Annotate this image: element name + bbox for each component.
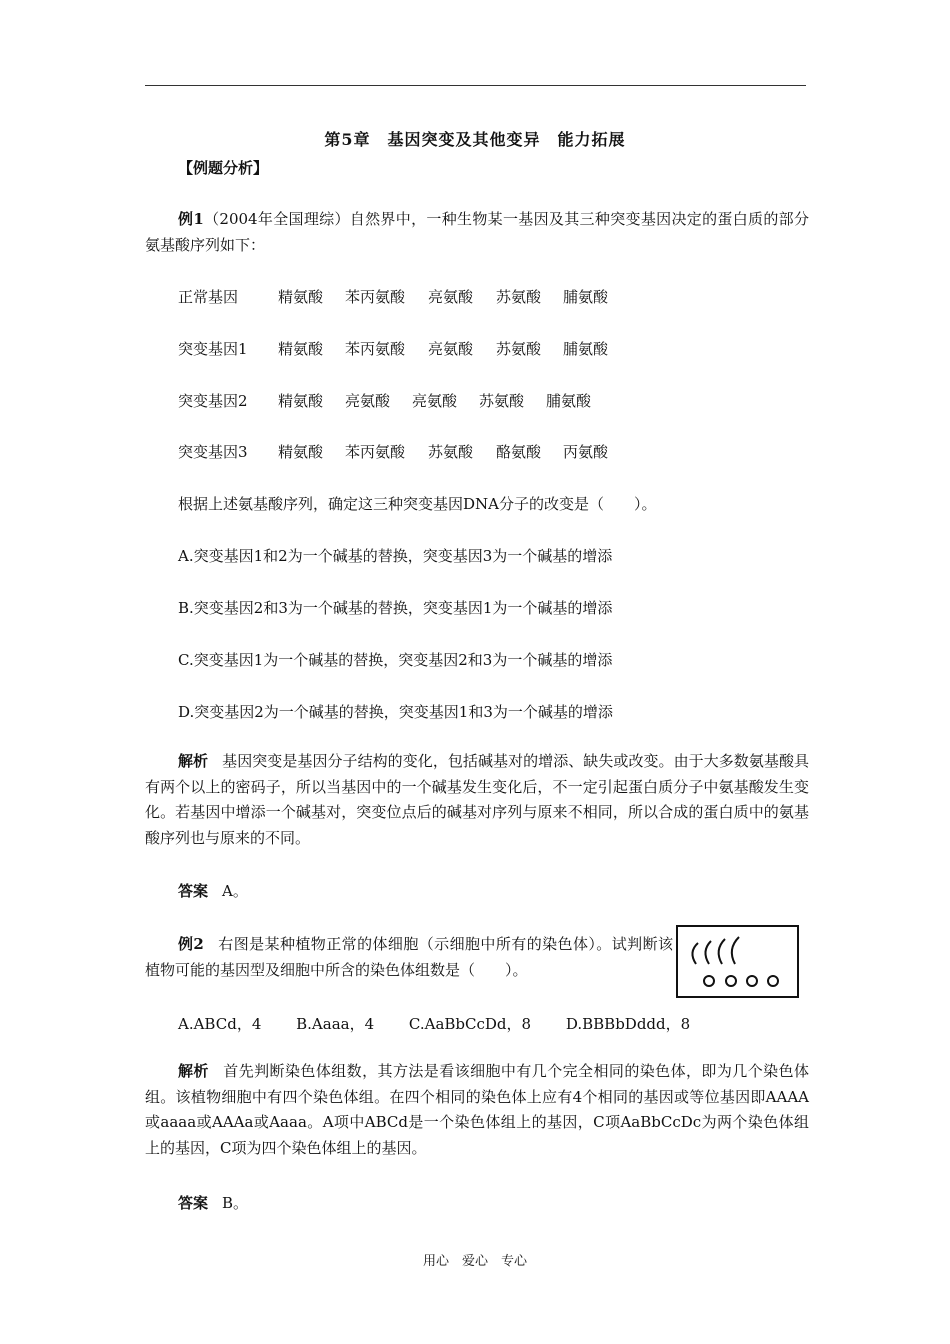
amino-acid: 脯氨酸 bbox=[563, 340, 609, 358]
example2-label: 例2 bbox=[178, 935, 204, 953]
chromosome-7 bbox=[747, 976, 757, 986]
example2-intro bbox=[145, 932, 673, 983]
example2-intro-text: 右图是某种植物正常的体细胞（示细胞中所有的染色体）。试判断该植物可能的基因型及细胞中所含的染色体组数是（ ）。 bbox=[145, 935, 673, 979]
example1-label: 例1 bbox=[178, 210, 204, 228]
amino-acid: 苏氨酸 bbox=[496, 340, 542, 358]
section-label: 【例题分析】 bbox=[178, 159, 269, 177]
sequence-row-label: 正常基因 bbox=[178, 288, 239, 306]
answer-label: 答案 bbox=[178, 1194, 209, 1212]
example2-analysis bbox=[145, 1059, 809, 1161]
amino-acid: 精氨酸 bbox=[278, 443, 324, 461]
example1-question: 根据上述氨基酸序列，确定这三种突变基因DNA分子的改变是（ ）。 bbox=[178, 495, 657, 513]
example2-options bbox=[178, 1013, 720, 1034]
amino-acid: 精氨酸 bbox=[278, 288, 324, 306]
chromosome-8 bbox=[768, 976, 778, 986]
amino-acid: 亮氨酸 bbox=[428, 288, 474, 306]
amino-acid: 苏氨酸 bbox=[496, 288, 542, 306]
amino-acid: 脯氨酸 bbox=[546, 392, 592, 410]
analysis-text: 首先判断染色体组数，其方法是看该细胞中有几个完全相同的染色体，即为几个染色体组。该植物细胞中有四个染色体组。在四个相同的染色体上应有4个相同的基因或等位基因即AAAA或aaaa或AAAa或Aaaa。A项中ABCd是一个染色体组上的基因，C项AaBbCcDc为两个染色体组上的基因，C项为四个染色体组上的基因。 bbox=[145, 1062, 809, 1157]
sequence-row-label: 突变基因3 bbox=[178, 443, 248, 461]
example1-option-d: D.突变基因2为一个碱基的替换，突变基因1和3为一个碱基的增添 bbox=[178, 703, 613, 721]
example2-option-a: A.ABCd，4 bbox=[178, 1015, 262, 1033]
sequence-row-label: 突变基因2 bbox=[178, 392, 248, 410]
sequence-row-label: 突变基因1 bbox=[178, 340, 248, 358]
chromosome-5 bbox=[704, 976, 714, 986]
amino-acid: 苏氨酸 bbox=[428, 443, 474, 461]
amino-acid: 精氨酸 bbox=[278, 392, 324, 410]
example2-option-d: D.BBBbDddd，8 bbox=[565, 1015, 691, 1033]
amino-acid: 丙氨酸 bbox=[563, 443, 609, 461]
example1-option-b: B.突变基因2和3为一个碱基的替换，突变基因1为一个碱基的增添 bbox=[178, 599, 613, 617]
amino-acid: 苯丙氨酸 bbox=[345, 340, 406, 358]
analysis-text: 基因突变是基因分子结构的变化，包括碱基对的增添、缺失或改变。由于大多数氨基酸具有两个以上的密码子，所以当基因中的一个碱基发生变化后，不一定引起蛋白质分子中氨基酸发生变化。若基因中增添一个碱基对，突变位点后的碱基对序列与原来不相同，所以合成的蛋白质中的氨基酸序列也与原来的不同。 bbox=[145, 752, 809, 847]
example1-option-a: A.突变基因1和2为一个碱基的替换，突变基因3为一个碱基的增添 bbox=[178, 547, 613, 565]
answer-text: A。 bbox=[222, 882, 248, 900]
chromosome-3 bbox=[719, 939, 725, 964]
amino-acid: 亮氨酸 bbox=[412, 392, 458, 410]
page-title: 第5章 基因突变及其他变异 能力拓展 bbox=[324, 130, 626, 149]
example1-intro-text: （2004年全国理综）自然界中，一种生物某一基因及其三种突变基因决定的蛋白质的部分氨基酸序列如下： bbox=[145, 210, 810, 254]
page-footer: 用心 爱心 专心 bbox=[422, 1254, 527, 1269]
chromosome-2 bbox=[705, 941, 711, 964]
example1-option-c: C.突变基因1为一个碱基的替换，突变基因2和3为一个碱基的增添 bbox=[178, 651, 613, 669]
amino-acid: 亮氨酸 bbox=[428, 340, 474, 358]
amino-acid: 亮氨酸 bbox=[345, 392, 391, 410]
amino-acid: 精氨酸 bbox=[278, 340, 324, 358]
analysis-label: 解析 bbox=[178, 752, 209, 770]
amino-acid: 酪氨酸 bbox=[496, 443, 542, 461]
amino-acid: 苯丙氨酸 bbox=[345, 288, 406, 306]
example2-answer bbox=[178, 1192, 248, 1213]
header-rule bbox=[145, 85, 806, 86]
amino-acid: 脯氨酸 bbox=[563, 288, 609, 306]
example2-option-b: B.Aaaa，4 bbox=[296, 1015, 375, 1033]
analysis-label: 解析 bbox=[178, 1062, 209, 1080]
example1-answer bbox=[178, 880, 248, 901]
example1-intro bbox=[145, 207, 809, 258]
answer-label: 答案 bbox=[178, 882, 209, 900]
example2-option-c: C.AaBbCcDd，8 bbox=[408, 1015, 532, 1033]
amino-acid: 苏氨酸 bbox=[479, 392, 525, 410]
example1-analysis bbox=[145, 749, 809, 851]
answer-text: B。 bbox=[222, 1194, 249, 1212]
chromosome-6 bbox=[726, 976, 736, 986]
chromosome-4 bbox=[732, 937, 739, 964]
cell-chromosome-figure bbox=[676, 925, 800, 999]
chromosome-1 bbox=[692, 943, 698, 964]
amino-acid: 苯丙氨酸 bbox=[345, 443, 406, 461]
